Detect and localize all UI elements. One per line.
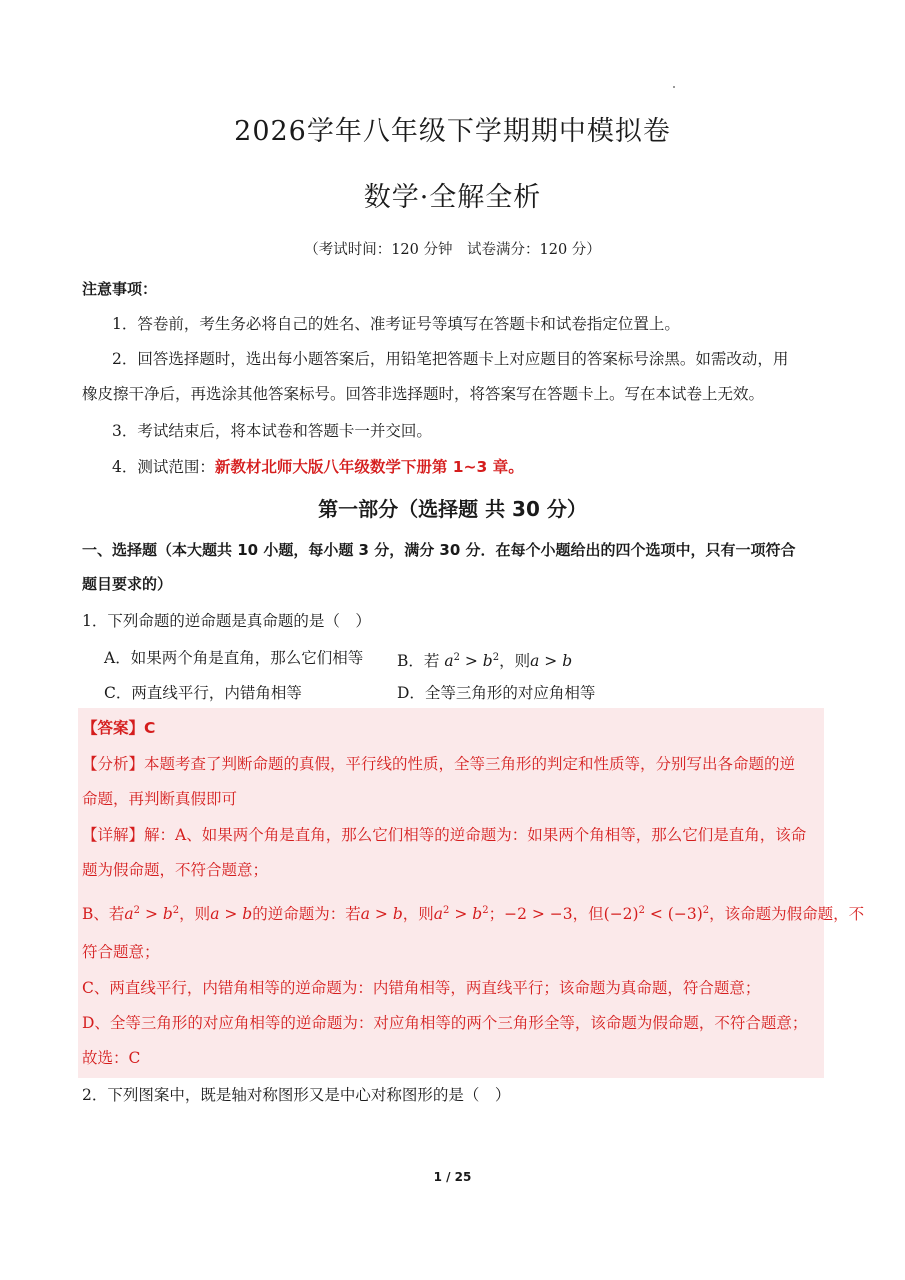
test-scope: 新教材北师大版八年级数学下册第 1~3 章。: [214, 458, 524, 476]
q1-answer: 【答案】C: [82, 719, 156, 737]
note-item-3: 3．考试结束后，将本试卷和答题卡一并交回。: [112, 422, 432, 440]
q1-detail-b-but: ，但: [572, 905, 604, 924]
q1-detail-a: 【详解】解：A、如果两个角是直角，那么它们相等的逆命题为：如果两个角相等，那么它们是直角，该命: [82, 826, 807, 844]
q1-detail-c: C、两直线平行，内错角相等的逆命题为：内错角相等，两直线平行；该命题为真命题，符合题意；: [82, 979, 761, 997]
q1-detail-b-converse: 的逆命题为：若: [252, 905, 361, 924]
page-number: 1 / 25: [433, 1170, 472, 1184]
q1-option-d: D．全等三角形的对应角相等: [397, 684, 596, 702]
page-subtitle: 数学·全解全析: [363, 182, 542, 213]
note-item-1: 1．答卷前，考生务必将自己的姓名、准考证号等填写在答题卡和试卷指定位置上。: [112, 315, 680, 333]
q1-option-a: A．如果两个角是直角，那么它们相等: [104, 649, 364, 667]
q1-detail-b-cont: 符合题意；: [82, 943, 160, 961]
q1-option-c: C．两直线平行，内错角相等: [104, 684, 302, 702]
section-intro-cont: 题目要求的）: [82, 575, 173, 593]
section-intro: 一、选择题（本大题共 10 小题，每小题 3 分，满分 30 分．在每个小题给出的四个选项中，只有一项符合: [82, 541, 796, 559]
q1-detail-d: D、全等三角形的对应角相等的逆命题为：对应角相等的两个三角形全等，该命题为假命题，不符合题意；: [82, 1014, 808, 1032]
notes-title: 注意事项：: [82, 280, 158, 298]
q1-detail-b: B、若$a^2 > b^2$，则a > b的逆命题为：若a > b，则$a^2 > b^2$；−2 > −3，但$(-2)^2 < (-3)^2$，该命题为假命题，不: [82, 905, 865, 924]
page-title: 2026学年八年级下学期期中模拟卷: [234, 116, 671, 147]
note-item-4: [112, 454, 862, 480]
q1-option-b-then: ，则: [499, 652, 531, 671]
q1-option-b: B．若 $a^2 > b^2$，则a > b: [397, 652, 573, 671]
q1-conclusion: 故选：C: [82, 1049, 141, 1067]
q1-option-b-prefix: B．若: [397, 652, 440, 671]
q1-detail-a-cont: 题为假命题，不符合题意；: [82, 861, 269, 879]
note-item-2-cont: 橡皮擦干净后，再选涂其他答案标号。回答非选择题时，将答案写在答题卡上。写在本试卷上无效。: [82, 385, 765, 403]
q1-detail-b-semi: ；: [488, 905, 505, 924]
q1-detail-b-then: ，则: [179, 905, 211, 924]
note-item-4-prefix: 4．测试范围：: [112, 458, 215, 476]
question-2-stem: 2．下列图案中，既是轴对称图形又是中心对称图形的是（ ）: [82, 1086, 511, 1104]
note-item-2: 2．回答选择题时，选出每小题答案后，用铅笔把答题卡上对应题目的答案标号涂黑。如需改动，用: [112, 350, 789, 368]
q1-detail-b-then2: ，则: [402, 905, 434, 924]
q1-detail-b-prefix: B、若: [82, 905, 125, 924]
formula: a: [444, 652, 454, 671]
q1-detail-b-end: ，该命题为假命题，不: [709, 905, 865, 924]
scan-speck: [673, 86, 675, 88]
exam-info: （考试时间：120 分钟 试卷满分：120 分）: [304, 242, 601, 258]
section-title: 第一部分（选择题 共 30 分）: [318, 497, 587, 521]
q1-analysis-cont: 命题，再判断真假即可: [82, 790, 238, 808]
q1-analysis: 【分析】本题考查了判断命题的真假，平行线的性质，全等三角形的判定和性质等，分别写出各命题的逆: [82, 755, 796, 773]
question-1-stem: 1．下列命题的逆命题是真命题的是（ ）: [82, 612, 371, 630]
